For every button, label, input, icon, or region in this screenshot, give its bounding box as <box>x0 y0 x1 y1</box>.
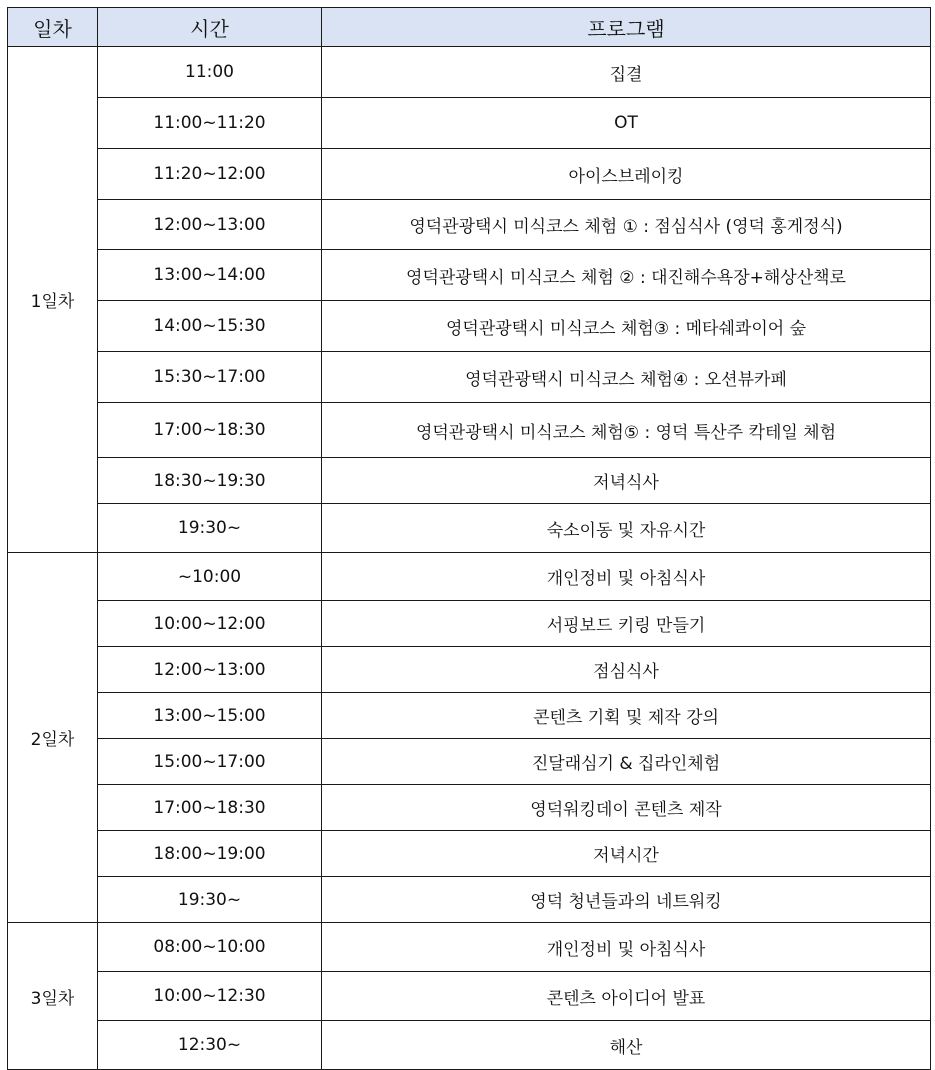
time-cell: 13:00~15:00 <box>98 693 322 739</box>
program-cell: 영덕관광택시 미식코스 체험 ① : 점심식사 (영덕 홍게정식) <box>322 200 931 250</box>
day-label: 1일차 <box>8 47 98 553</box>
table-row <box>8 250 931 301</box>
program-cell: 점심식사 <box>322 647 931 693</box>
program-cell: 개인정비 및 아침식사 <box>322 923 931 972</box>
table-row <box>8 352 931 403</box>
time-cell: 12:30~ <box>98 1021 322 1070</box>
table-row <box>8 553 931 601</box>
time-cell: 12:00~13:00 <box>98 647 322 693</box>
table-row <box>8 601 931 647</box>
time-cell: 10:00~12:00 <box>98 601 322 647</box>
time-cell: ~10:00 <box>98 553 322 601</box>
time-cell: 19:30~ <box>98 504 322 553</box>
header-row <box>8 8 931 47</box>
table-row <box>8 149 931 200</box>
program-cell: OT <box>322 98 931 149</box>
table-row <box>8 504 931 553</box>
program-cell: 영덕관광택시 미식코스 체험⑤ : 영덕 특산주 칵테일 체험 <box>322 403 931 458</box>
program-cell: 해산 <box>322 1021 931 1070</box>
time-cell: 17:00~18:30 <box>98 785 322 831</box>
time-cell: 18:30~19:30 <box>98 458 322 504</box>
program-cell: 집결 <box>322 47 931 98</box>
time-cell: 13:00~14:00 <box>98 250 322 301</box>
table-row <box>8 647 931 693</box>
header-time: 시간 <box>98 8 322 47</box>
time-cell: 11:00 <box>98 47 322 98</box>
table-row <box>8 458 931 504</box>
time-cell: 11:20~12:00 <box>98 149 322 200</box>
table-row <box>8 403 931 458</box>
program-cell: 숙소이동 및 자유시간 <box>322 504 931 553</box>
program-cell: 저녁시간 <box>322 831 931 877</box>
day-label: 3일차 <box>8 923 98 1070</box>
program-cell: 저녁식사 <box>322 458 931 504</box>
schedule-table <box>7 7 931 1070</box>
time-cell: 10:00~12:30 <box>98 972 322 1021</box>
program-cell: 개인정비 및 아침식사 <box>322 553 931 601</box>
time-cell: 08:00~10:00 <box>98 923 322 972</box>
header-day: 일차 <box>8 8 98 47</box>
table-row <box>8 739 931 785</box>
table-row <box>8 831 931 877</box>
program-cell: 영덕관광택시 미식코스 체험 ② : 대진해수욕장+해상산책로 <box>322 250 931 301</box>
table-row <box>8 972 931 1021</box>
table-row <box>8 301 931 352</box>
time-cell: 14:00~15:30 <box>98 301 322 352</box>
program-cell: 콘텐츠 기획 및 제작 강의 <box>322 693 931 739</box>
day-label: 2일차 <box>8 553 98 923</box>
program-cell: 영덕관광택시 미식코스 체험③ : 메타쉐콰이어 숲 <box>322 301 931 352</box>
program-cell: 영덕워킹데이 콘텐츠 제작 <box>322 785 931 831</box>
table-row <box>8 877 931 923</box>
program-cell: 서핑보드 키링 만들기 <box>322 601 931 647</box>
time-cell: 15:00~17:00 <box>98 739 322 785</box>
table-row <box>8 98 931 149</box>
table-row <box>8 1021 931 1070</box>
time-cell: 15:30~17:00 <box>98 352 322 403</box>
time-cell: 19:30~ <box>98 877 322 923</box>
table-row <box>8 200 931 250</box>
program-cell: 아이스브레이킹 <box>322 149 931 200</box>
header-program: 프로그램 <box>322 8 931 47</box>
program-cell: 진달래심기 & 집라인체험 <box>322 739 931 785</box>
time-cell: 11:00~11:20 <box>98 98 322 149</box>
program-cell: 콘텐츠 아이디어 발표 <box>322 972 931 1021</box>
table-row <box>8 47 931 98</box>
program-cell: 영덕 청년들과의 네트워킹 <box>322 877 931 923</box>
table-row <box>8 693 931 739</box>
time-cell: 17:00~18:30 <box>98 403 322 458</box>
program-cell: 영덕관광택시 미식코스 체험④ : 오션뷰카페 <box>322 352 931 403</box>
table-row <box>8 785 931 831</box>
time-cell: 12:00~13:00 <box>98 200 322 250</box>
time-cell: 18:00~19:00 <box>98 831 322 877</box>
table-row <box>8 923 931 972</box>
